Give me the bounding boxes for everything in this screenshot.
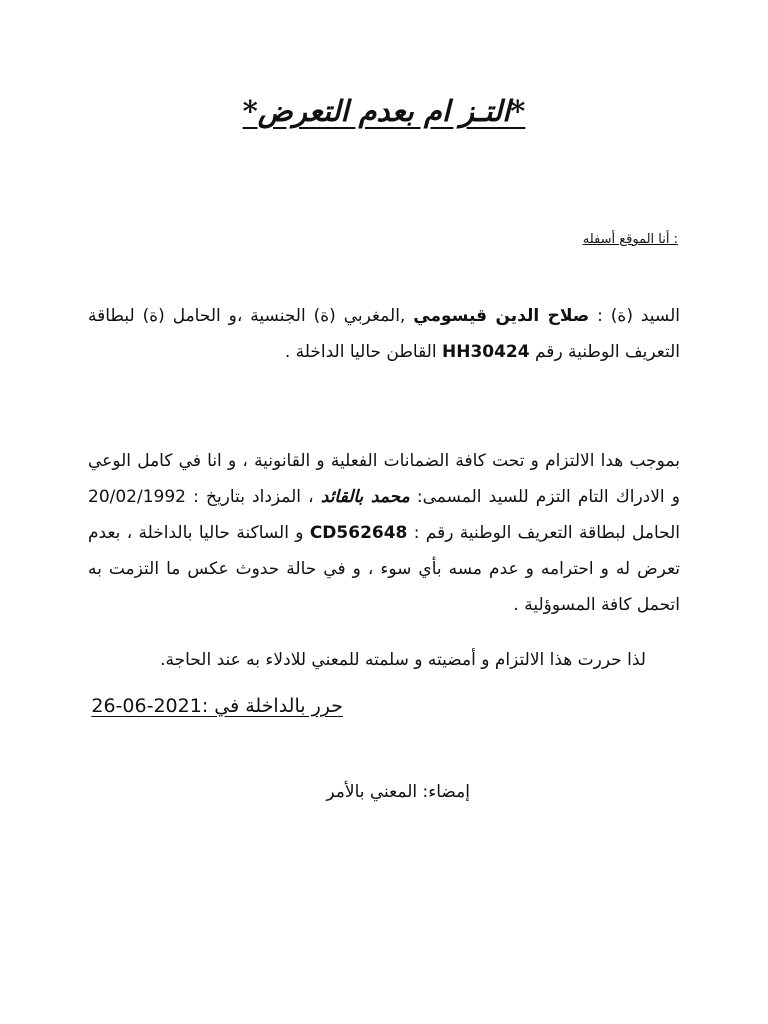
p1-text-2: ,المغربي (ة) الجنسية ،و الحامل (ة) لبطاقة التعريف الوطنية رقم: [88, 306, 680, 362]
beneficiary-id-number: CD562648: [309, 523, 408, 543]
p2-text-4: و الساكنة حاليا بالداخلة ، بعدم تعرض له و احترامه و عدم مسه بأي سوء ، و في حالة حدوث عكس ما التزمت به اتحمل كافة المسوؤلية .: [88, 523, 680, 615]
beneficiary-name: محمد بالقائد: [320, 487, 410, 507]
p1-text-3: القاطن حاليا الداخلة .: [284, 342, 442, 362]
p2-text-1: بموجب هدا الالتزام و تحت كافة الضمانات الفعلية و القانونية ، و انا في كامل الوعي و الادراك التام التزم للسيد المسمى:: [88, 451, 680, 507]
paragraph-commitment: [88, 443, 680, 623]
p1-text-1: السيد (ة) :: [589, 306, 680, 326]
paragraph-closing: لذا حررت هذا الالتزام و أمضيته و سلمته للمعني للادلاء به عند الحاجة.: [160, 650, 646, 670]
document-title: *التـز ام بعدم التعرض*: [242, 94, 526, 128]
person-id-number: HH30424: [441, 342, 530, 362]
p2-text-3: الحامل لبطاقة التعريف الوطنية رقم :: [407, 523, 680, 543]
signature-line: إمضاء: المعني بالأمر: [326, 782, 470, 802]
date-line: حرر بالداخلة في :2021-06-26: [91, 695, 343, 717]
beneficiary-birth-date: 20/02/1992: [88, 487, 186, 507]
p2-text-2: ، المزداد بتاريخ :: [185, 487, 321, 507]
paragraph-identity: [88, 298, 680, 370]
intro-line: : أنا الموقع أسفله: [582, 232, 678, 247]
person-name: صلاح الدين قيسومي: [413, 306, 590, 326]
